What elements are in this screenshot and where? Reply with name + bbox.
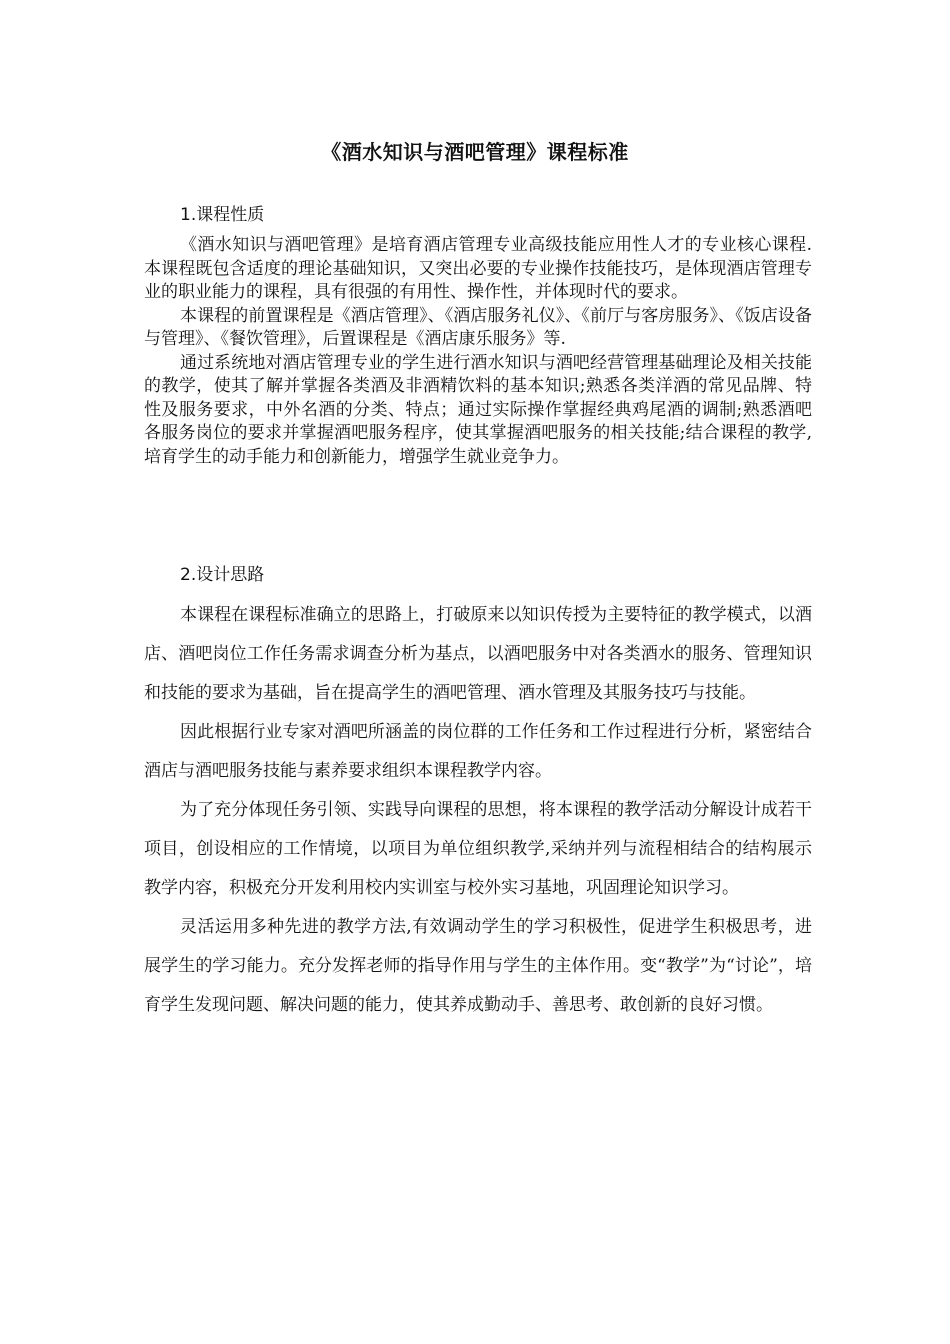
paragraph: 本课程在课程标准确立的思路上，打破原来以知识传授为主要特征的教学模式，以酒店、酒吧岗位工作任务需求调查分析为基点，以酒吧服务中对各类酒水的服务、管理知识和技能的要求为基础，旨在提高学生的酒吧管理、酒水管理及其服务技巧与技能。 xyxy=(144,605,812,703)
paragraph: 《酒水知识与酒吧管理》是培育酒店管理专业高级技能应用性人才的专业核心课程.本课程既包含适度的理论基础知识，又突出必要的专业操作技能技巧，是体现酒店管理专业的职业能力的课程，具有很强的有用性、操作性，并体现时代的要求。 xyxy=(144,235,812,302)
paragraph: 因此根据行业专家对酒吧所涵盖的岗位群的工作任务和工作过程进行分析，紧密结合酒店与酒吧服务技能与素养要求组织本课程教学内容。 xyxy=(144,722,812,781)
paragraph: 为了充分体现任务引领、实践导向课程的思想，将本课程的教学活动分解设计成若干项目，创设相应的工作情境，以项目为单位组织教学,采纳并列与流程相结合的结构展示教学内容，积极充分开发利用校内实训室与校外实习基地，巩固理论知识学习。 xyxy=(144,800,812,898)
paragraph: 本课程的前置课程是《酒店管理》、《酒店服务礼仪》、《前厅与客房服务》、《饭店设备与管理》、《餐饮管理》，后置课程是《酒店康乐服务》等. xyxy=(144,305,812,349)
document-title: 《酒水知识与酒吧管理》课程标准 xyxy=(321,140,629,164)
section-heading-design-idea: 2.设计思路 xyxy=(180,565,265,585)
section-body-course-nature xyxy=(144,234,812,469)
section-body-design-idea xyxy=(144,596,812,1025)
section-heading-course-nature: 1.课程性质 xyxy=(180,205,265,225)
paragraph: 通过系统地对酒店管理专业的学生进行酒水知识与酒吧经营管理基础理论及相关技能的教学，使其了解并掌握各类酒及非酒精饮料的基本知识;熟悉各类洋酒的常见品牌、特性及服务要求，中外名酒的分类、特点；通过实际操作掌握经典鸡尾酒的调制;熟悉酒吧各服务岗位的要求并掌握酒吧服务程序，使其掌握酒吧服务的相关技能;结合课程的教学,培育学生的动手能力和创新能力，增强学生就业竞争力。 xyxy=(144,352,812,467)
paragraph: 灵活运用多种先进的教学方法,有效调动学生的学习积极性，促进学生积极思考，进展学生的学习能力。充分发挥老师的指导作用与学生的主体作用。变“教学”为“讨论”，培育学生发现问题、解决问题的能力，使其养成勤动手、善思考、敢创新的良好习惯。 xyxy=(144,917,812,1015)
